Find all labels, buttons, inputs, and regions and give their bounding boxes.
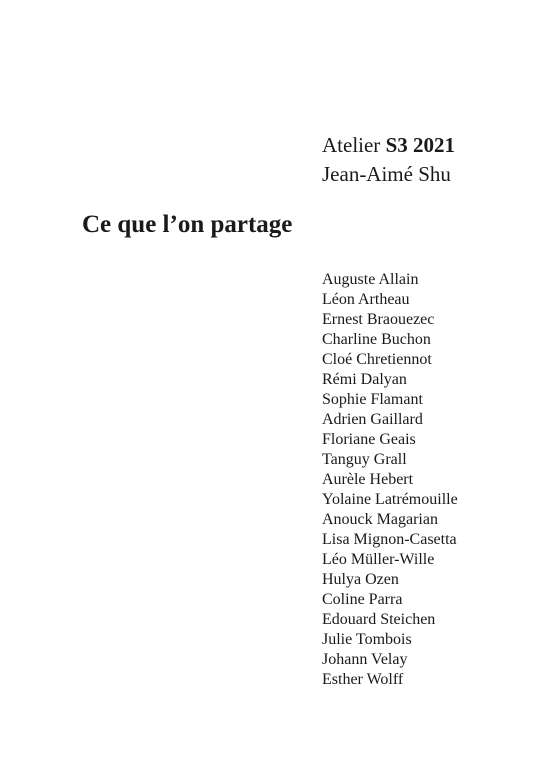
participant-name: Charline Buchon — [322, 331, 431, 348]
participant-name: Adrien Gaillard — [322, 411, 423, 428]
participant-name: Floriane Geais — [322, 431, 416, 448]
author-name: Jean-Aimé Shu — [322, 162, 451, 186]
participant-name: Julie Tombois — [322, 631, 412, 648]
participant-name: Lisa Mignon-Casetta — [322, 531, 457, 548]
participant-list — [322, 270, 458, 690]
participant-name: Léo Müller-Wille — [322, 551, 435, 568]
page-title: Ce que l’on partage — [82, 211, 293, 238]
participant-name: Tanguy Grall — [322, 451, 407, 468]
participant-name: Cloé Chretiennot — [322, 351, 432, 368]
workshop-code: S3 2021 — [385, 133, 455, 157]
participant-name: Rémi Dalyan — [322, 371, 407, 388]
header-block — [322, 131, 455, 189]
participant-name: Anouck Magarian — [322, 511, 438, 528]
participant-name: Sophie Flamant — [322, 391, 423, 408]
participant-name: Ernest Braouezec — [322, 311, 435, 328]
participant-name: Johann Velay — [322, 651, 408, 668]
workshop-label: Atelier — [322, 133, 381, 157]
participant-name: Coline Parra — [322, 591, 403, 608]
participant-name: Auguste Allain — [322, 271, 419, 288]
participant-name: Yolaine Latrémouille — [322, 491, 458, 508]
participant-name: Hulya Ozen — [322, 571, 399, 588]
participant-name: Léon Artheau — [322, 291, 410, 308]
participant-name: Edouard Steichen — [322, 611, 436, 628]
participant-name: Aurèle Hebert — [322, 471, 414, 488]
workshop-line — [322, 131, 455, 160]
participant-name: Esther Wolff — [322, 671, 404, 688]
